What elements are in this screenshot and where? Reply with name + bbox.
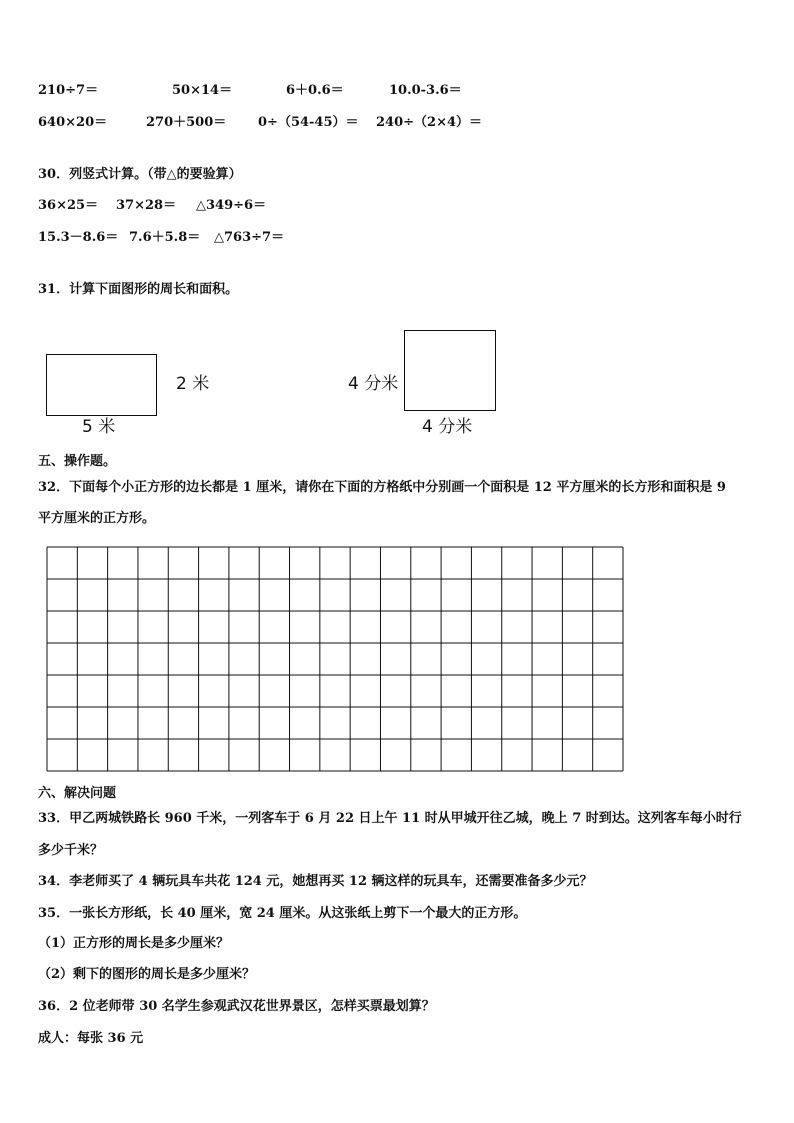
calc-8: 240÷（2×4）＝ [376, 115, 483, 130]
q36-title: 36．2 位老师带 30 名学生参观武汉花世界景区，怎样买票最划算？ [38, 999, 435, 1014]
q31-title: 31．计算下面图形的周长和面积。 [38, 282, 239, 297]
q35-sub2: （2）剩下的图形的周长是多少厘米？ [38, 967, 256, 982]
calc-3: 6＋0.6＝ [286, 83, 344, 98]
q30-calc-1: 36×25＝ [38, 198, 99, 213]
calc-5: 640×20＝ [38, 115, 108, 130]
q35-sub1: （1）正方形的周长是多少厘米？ [38, 936, 230, 951]
q32-line2: 平方厘米的正方形。 [38, 511, 156, 526]
q34: 34．李老师买了 4 辆玩具车共花 124 元，她想再买 12 辆这样的玩具车，还需要准备多少元？ [38, 874, 593, 889]
section-6-heading: 六、解决问题 [38, 786, 117, 801]
q32-line1: 32．下面每个小正方形的边长都是 1 厘米，请你在下面的方格纸中分别画一个面积是 12 平方厘米的长方形和面积是 9 [38, 480, 726, 495]
q35-title: 35．一张长方形纸，长 40 厘米，宽 24 厘米。从这张纸上剪下一个最大的正方形。 [38, 906, 527, 921]
q30-calc-4: 15.3－8.6＝ [38, 230, 119, 245]
grid-paper[interactable] [46, 546, 624, 772]
q36-adult-price: 成人：每张 36 元 [38, 1031, 144, 1046]
q30-calc-6: △763÷7＝ [214, 230, 285, 245]
rect-height-label: 2 米 [176, 374, 210, 394]
rectangle-figure [46, 354, 157, 416]
square-figure [404, 330, 496, 411]
rect-width-label: 5 米 [82, 417, 116, 437]
calc-7: 0÷（54-45）＝ [258, 115, 359, 130]
q30-calc-2: 37×28＝ [116, 198, 177, 213]
section-5-heading: 五、操作题。 [38, 454, 117, 469]
q33-line2: 多少千米？ [38, 843, 104, 858]
q30-calc-5: 7.6＋5.8＝ [129, 230, 201, 245]
q30-title: 30．列竖式计算。（带△的要验算） [38, 167, 242, 182]
square-side-label-bottom: 4 分米 [422, 417, 473, 437]
calc-4: 10.0-3.6＝ [389, 83, 462, 98]
q30-calc-3: △349÷6＝ [196, 198, 267, 213]
calc-6: 270＋500＝ [146, 115, 227, 130]
calc-1: 210÷7＝ [38, 83, 99, 98]
square-side-label-left: 4 分米 [348, 374, 399, 394]
calc-2: 50×14＝ [172, 83, 233, 98]
q33-line1: 33．甲乙两城铁路长 960 千米，一列客车于 6 月 22 日上午 11 时从甲城开往乙城，晚上 7 时到达。这列客车每小时行 [38, 811, 742, 826]
